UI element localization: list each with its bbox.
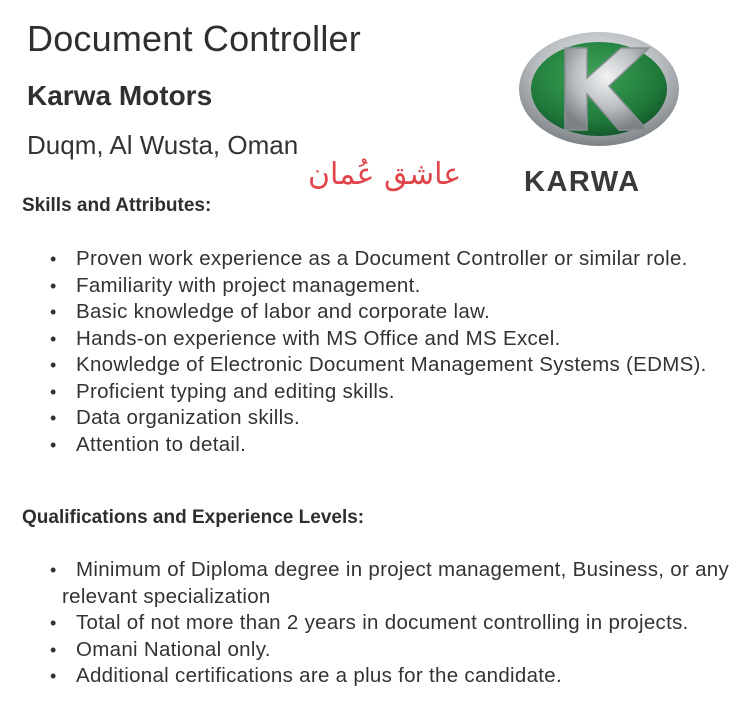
list-item: • Basic knowledge of labor and corporate law. <box>50 300 491 323</box>
list-item: • Proficient typing and editing skills. <box>50 379 395 403</box>
list-item: • Attention to detail. <box>50 432 247 456</box>
list-item: • Total of not more than 2 years in document controlling in projects. <box>50 611 689 634</box>
job-location: Duqm, Al Wusta, Oman <box>27 130 299 160</box>
list-item: • Familiarity with project management. <box>50 273 421 297</box>
list-item: • Minimum of Diploma degree in project management, Business, or any relevant specialization <box>50 558 730 608</box>
company-name: Karwa Motors <box>27 80 213 111</box>
karwa-logo-icon <box>517 30 681 148</box>
skills-heading: Skills and Attributes: <box>22 195 212 216</box>
watermark-text: عاشق عُمان <box>308 157 462 192</box>
qualifications-heading: Qualifications and Experience Levels: <box>22 507 365 528</box>
list-item: • Data organization skills. <box>50 406 300 429</box>
list-item: • Proven work experience as a Document Controller or similar role. <box>50 247 688 270</box>
skills-list <box>0 246 735 458</box>
list-item: • Hands-on experience with MS Office and MS Excel. <box>50 326 561 350</box>
job-title: Document Controller <box>27 18 361 59</box>
logo-wordmark: KARWA <box>524 166 641 198</box>
list-item: • Additional certifications are a plus for the candidate. <box>50 664 562 687</box>
list-item: • Omani National only. <box>50 637 271 661</box>
list-item: • Knowledge of Electronic Document Management Systems (EDMS). <box>50 353 707 376</box>
qualifications-list <box>0 557 735 690</box>
